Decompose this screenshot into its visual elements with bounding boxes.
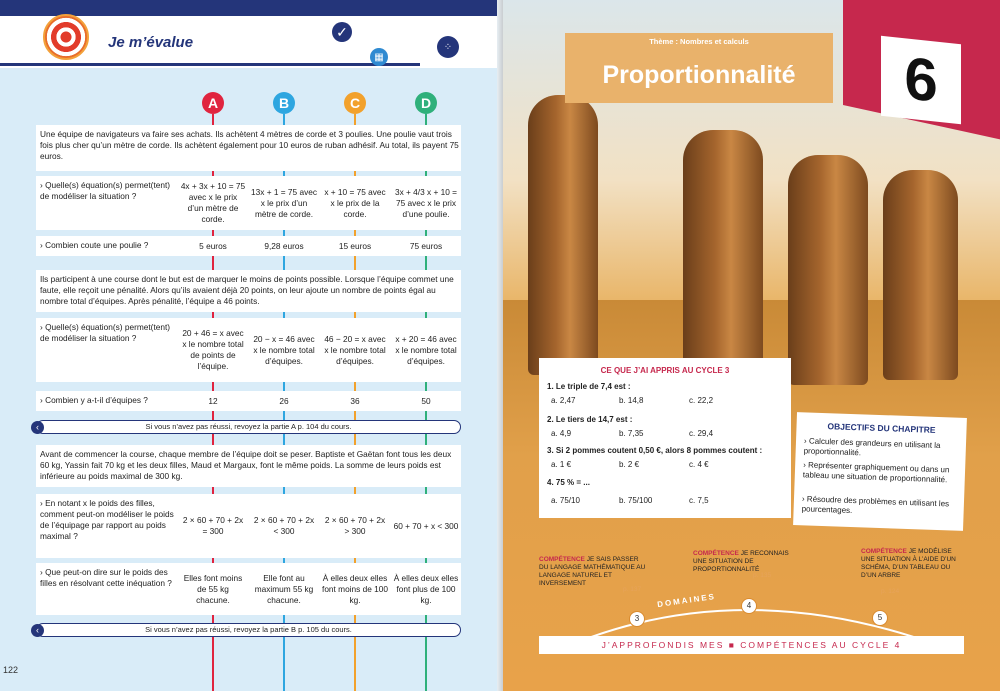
competence-3: COMPÉTENCE JE MODÉLISE UNE SITUATION À L’AIDE D’UN SCHÉMA, D’UN TABLEAU OU D’UN ARBRE <box>861 548 956 579</box>
chapter-objectives <box>793 412 967 531</box>
answer-b[interactable]: 20 − x = 46 avec x le nombre total d’équipes. <box>253 333 315 366</box>
chevron-left-icon: ‹ <box>31 624 44 637</box>
exercise-2-text: Ils participent à une course dont le but est de marquer le moins de points possible. Lorsque l’équipe commet une faute, elle reçoit une pénalité. Alors qu’ils avaient déjà 20 points, on leur ajoute un nombre de points égal au nombre total d’équipes. Après pénalité, l’équipe a 46 points. <box>40 274 454 306</box>
answer-c[interactable]: x + 10 = 75 avec x le prix de la corde. <box>324 186 386 219</box>
review-notice-b[interactable]: ‹ Si vous n’avez pas réussi, revoyez la partie B p. 105 du cours. <box>36 623 461 637</box>
moai-statue <box>788 155 868 385</box>
domain-badge: 3 <box>629 611 645 627</box>
question: › Quelle(s) équation(s) permet(tent) de modéliser la situation ? <box>40 322 171 343</box>
answer-d[interactable]: À elles deux elles font plus de 100 kg. <box>393 572 459 605</box>
chapter-title: Proportionnalité <box>602 61 796 89</box>
page-title: Je m’évalue <box>108 34 194 51</box>
quiz-answer[interactable]: b. 7,35 <box>619 429 644 438</box>
exercise-3-text: Avant de commencer la course, chaque membre de l’équipe doit se peser. Baptiste et Gaëtan font tous les deux 60 kg, Yassin fait 70 kg et les deux filles, Maud et Margaux, font le même poids. La somme de leurs poids est inférieure au poids maximal de 300 kg. <box>40 449 452 481</box>
column-c-label: C <box>344 92 366 114</box>
answer-a[interactable]: 5 euros <box>199 240 227 251</box>
quiz-answer[interactable]: b. 75/100 <box>619 496 653 505</box>
quiz-answer[interactable]: b. 2 € <box>619 460 640 469</box>
domaines-label: DOMAINES <box>656 591 717 610</box>
question: › Combien coute une poulie ? <box>40 240 149 250</box>
answer-c[interactable]: 46 − 20 = x avec x le nombre total d’équipes. <box>324 333 386 366</box>
question: › Que peut-on dire sur le poids des filles en résolvant cette inéquation ? <box>40 567 172 588</box>
left-page <box>0 0 497 691</box>
answer-a[interactable]: 2 × 60 + 70 + 2x = 300 <box>182 515 244 536</box>
objective-item: › Résoudre des problèmes en utilisant les pourcentages. <box>801 494 950 516</box>
question: › Combien y a-t-il d’équipes ? <box>40 395 148 405</box>
answer-c[interactable]: 2 × 60 + 70 + 2x > 300 <box>324 515 386 536</box>
header <box>0 0 497 68</box>
objectives-title: OBJECTIFS DU CHAPITRE <box>827 421 936 435</box>
quiz-question: 1. Le triple de 7,4 est : <box>547 382 631 391</box>
quiz-question: 2. Le tiers de 14,7 est : <box>547 415 633 424</box>
theme-label: Thème : Nombres et calculs <box>649 37 749 46</box>
domain-badge: 5 <box>872 610 888 626</box>
chapter-banner <box>565 33 833 103</box>
quiz-answer[interactable]: c. 4 € <box>689 460 709 469</box>
quiz-answer[interactable]: a. 1 € <box>551 460 572 469</box>
moai-statue <box>883 170 958 380</box>
quiz-answer[interactable]: c. 22,2 <box>689 396 714 405</box>
moai-statue <box>528 95 598 375</box>
review-notice-a[interactable]: ‹ Si vous n’avez pas réussi, revoyez la partie A p. 104 du cours. <box>36 420 461 434</box>
competences-band: J’APPROFONDIS MES ■ COMPÉTENCES AU CYCLE 4 <box>539 636 964 654</box>
column-a-label: A <box>202 92 224 114</box>
column-b-label: B <box>273 92 295 114</box>
competence-2-page: p. 135 <box>753 572 772 579</box>
answer-a[interactable]: 12 <box>208 395 218 406</box>
page-number: 122 <box>3 665 19 675</box>
column-d-label: D <box>415 92 437 114</box>
competence-1-page: p. 137 <box>623 586 642 593</box>
cycle-3-quiz <box>539 358 791 518</box>
answer-c[interactable]: 15 euros <box>338 240 372 251</box>
moai-statue <box>683 130 763 370</box>
answer-a[interactable]: 4x + 3x + 10 = 75 avec x le prix d’un mètre de corde. <box>180 181 246 224</box>
answer-b[interactable]: Elle font au maximum 55 kg chacune. <box>254 572 314 605</box>
domain-badge: 4 <box>741 598 757 614</box>
chapter-number: 6 <box>881 36 961 124</box>
competence-2: COMPÉTENCE JE RECONNAIS UNE SITUATION DE PROPORTIONNALITÉ <box>693 550 789 573</box>
quiz-question: 3. Si 2 pommes coutent 0,50 €, alors 8 pommes coutent : <box>547 446 763 455</box>
target-icon <box>43 14 89 60</box>
answer-d[interactable]: 50 <box>421 395 431 406</box>
answer-d[interactable]: x + 20 = 46 avec x le nombre total d’équipes. <box>395 333 457 366</box>
answer-a[interactable]: 20 + 46 = x avec x le nombre total de points de l’équipe. <box>182 328 244 371</box>
competence-3-page: p. 124 <box>881 588 900 595</box>
dice-icon: ⁘ <box>437 36 459 58</box>
quiz-answer[interactable]: b. 14,8 <box>619 396 644 405</box>
question: › Quelle(s) équation(s) permet(tent) de modéliser la situation ? <box>40 180 171 201</box>
answer-b[interactable]: 2 × 60 + 70 + 2x < 300 <box>253 515 315 536</box>
quiz-title: CE QUE J’AI APPRIS AU CYCLE 3 <box>600 366 730 375</box>
quiz-answer[interactable]: a. 4,9 <box>551 429 572 438</box>
answer-d[interactable]: 75 euros <box>409 240 443 251</box>
question: › En notant x le poids des filles, comment peut-on modéliser le poids de l’équipage par rapport au poids maximal ? <box>40 498 174 541</box>
objective-item: › Représenter graphiquement ou dans un tableau une situation de proportionnalité. <box>802 460 950 485</box>
chevron-left-icon: ‹ <box>31 421 44 434</box>
quiz-answer[interactable]: c. 29,4 <box>689 429 714 438</box>
objective-item: › Calculer des grandeurs en utilisant la proportionnalité. <box>803 436 941 458</box>
right-page <box>503 0 1000 691</box>
quiz-answer[interactable]: c. 7,5 <box>689 496 709 505</box>
quiz-question: 4. 75 % = ... <box>547 478 590 487</box>
answer-b[interactable]: 13x + 1 = 75 avec x le prix d’un mètre de corde. <box>251 186 317 219</box>
exercise-1-text: Une équipe de navigateurs va faire ses achats. Ils achètent 4 mètres de corde et 3 poulies. Une poulie vaut trois fois plus cher qu’un mètre de corde. Ils achètent également pour 10 euros de ruban adhésif. Au total, ils payent 75 euros. <box>40 129 459 161</box>
competence-1: COMPÉTENCE JE SAIS PASSER DU LANGAGE MATHÉMATIQUE AU LANGAGE NATUREL ET INVERSEMENT <box>539 556 646 587</box>
answer-b[interactable]: 9,28 euros <box>264 240 304 251</box>
answer-c[interactable]: À elles deux elles font moins de 100 kg. <box>322 572 388 605</box>
calculator-icon: ▦ <box>370 48 388 66</box>
answer-d[interactable]: 3x + 4/3 x + 10 = 75 avec x le prix d’une poulie. <box>394 186 458 219</box>
quiz-answer[interactable]: a. 75/10 <box>551 496 580 505</box>
quiz-answer[interactable]: a. 2,47 <box>551 396 576 405</box>
answer-b[interactable]: 26 <box>279 395 289 406</box>
answer-c[interactable]: 36 <box>350 395 360 406</box>
answer-d[interactable]: 60 + 70 + x < 300 <box>393 520 459 531</box>
check-icon: ✓ <box>332 22 352 42</box>
answer-a[interactable]: Elles font moins de 55 kg chacune. <box>183 572 243 605</box>
